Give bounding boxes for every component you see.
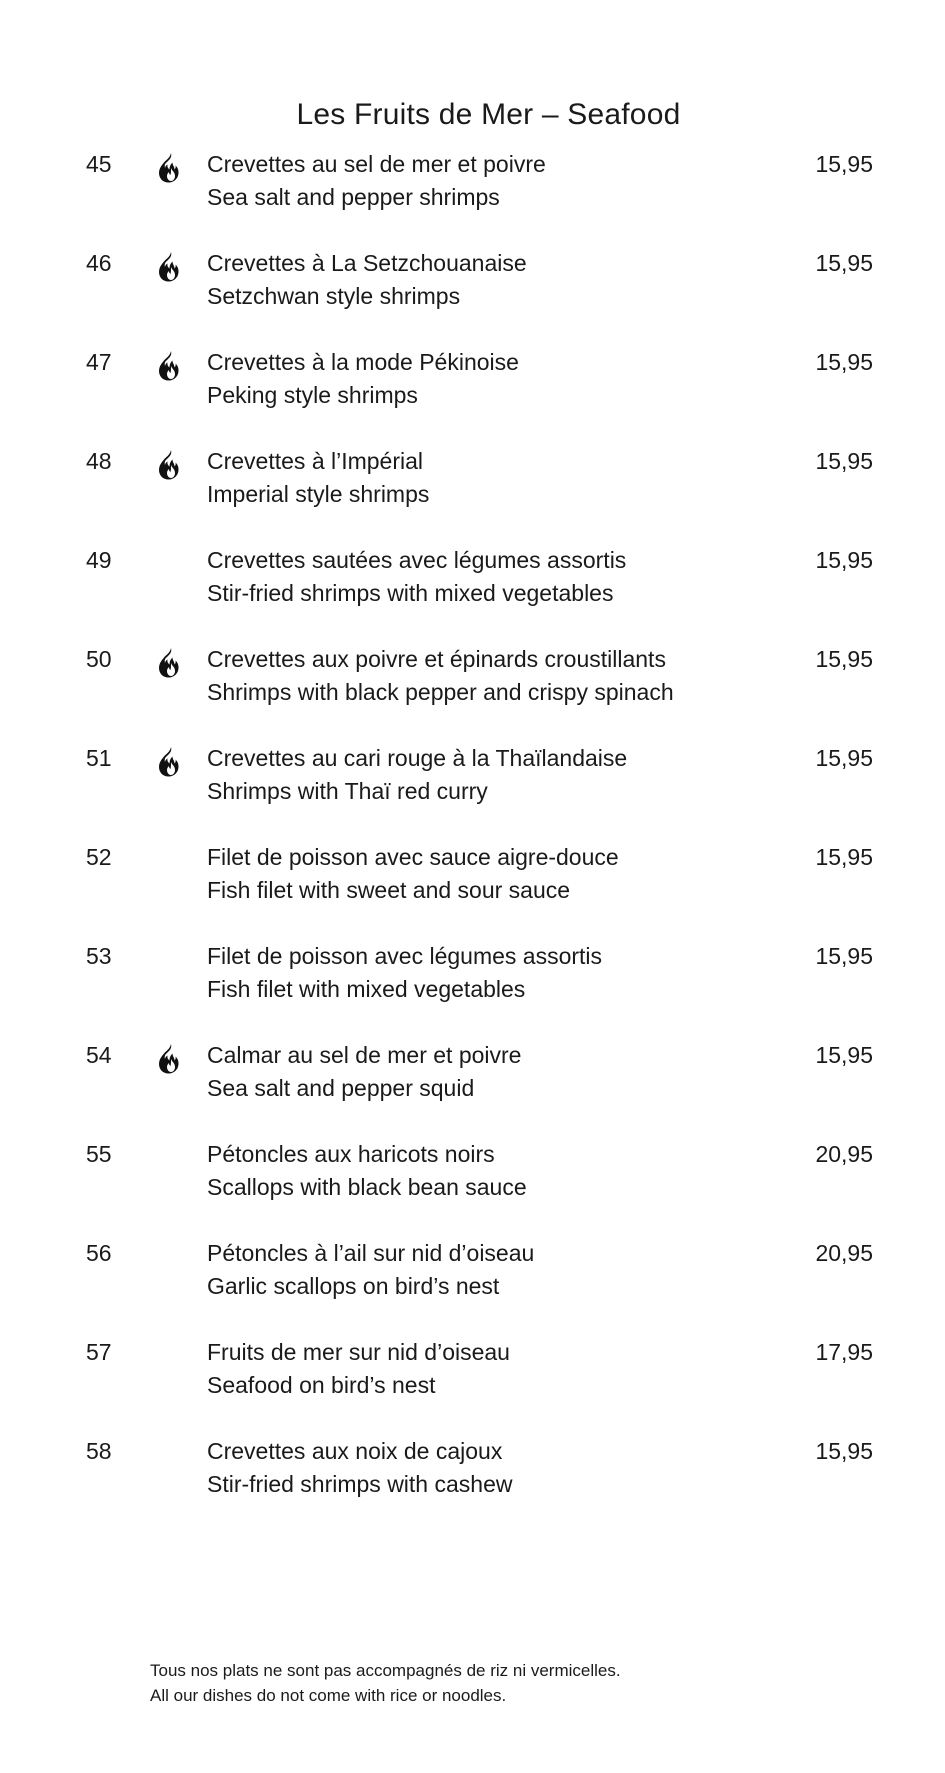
item-price: 15,95	[815, 1438, 873, 1464]
item-price: 20,95	[815, 1240, 873, 1266]
flame-icon	[158, 1043, 184, 1075]
item-names	[207, 742, 627, 808]
item-name-french: Crevettes aux noix de cajoux	[207, 1438, 503, 1464]
menu-item	[0, 643, 945, 742]
item-number: 54	[86, 1042, 112, 1068]
menu-item	[0, 247, 945, 346]
item-names	[207, 247, 527, 313]
item-number: 57	[86, 1339, 112, 1365]
item-price: 15,95	[815, 349, 873, 375]
flame-icon	[158, 350, 184, 382]
menu-item	[0, 148, 945, 247]
item-number: 46	[86, 250, 112, 276]
item-names	[207, 1039, 521, 1105]
flame-icon	[158, 449, 184, 481]
item-number: 49	[86, 547, 112, 573]
item-names	[207, 841, 619, 907]
item-name-english: Scallops with black bean sauce	[207, 1174, 527, 1200]
item-names	[207, 940, 602, 1006]
item-names	[207, 544, 626, 610]
item-names	[207, 1237, 534, 1303]
item-names	[207, 643, 674, 709]
item-name-french: Calmar au sel de mer et poivre	[207, 1042, 522, 1068]
footnote	[150, 1658, 621, 1708]
item-number: 52	[86, 844, 112, 870]
item-name-english: Sea salt and pepper shrimps	[207, 184, 500, 210]
menu-item	[0, 1138, 945, 1237]
item-price: 15,95	[815, 844, 873, 870]
flame-icon	[158, 746, 184, 778]
menu-item	[0, 1336, 945, 1435]
item-name-english: Stir-fried shrimps with mixed vegetables	[207, 580, 614, 606]
item-price: 20,95	[815, 1141, 873, 1167]
item-name-english: Fish filet with mixed vegetables	[207, 976, 526, 1002]
item-price: 15,95	[815, 745, 873, 771]
item-name-french: Crevettes à La Setzchouanaise	[207, 250, 527, 276]
item-price: 15,95	[815, 943, 873, 969]
flame-icon	[158, 647, 184, 679]
menu-list	[0, 148, 945, 1534]
item-number: 50	[86, 646, 112, 672]
item-names	[207, 148, 546, 214]
item-name-english: Seafood on bird’s nest	[207, 1372, 436, 1398]
item-names	[207, 1336, 510, 1402]
item-number: 55	[86, 1141, 112, 1167]
item-names	[207, 445, 429, 511]
item-number: 58	[86, 1438, 112, 1464]
item-price: 15,95	[815, 250, 873, 276]
item-name-english: Shrimps with Thaï red curry	[207, 778, 488, 804]
item-price: 15,95	[815, 448, 873, 474]
item-name-french: Crevettes sautées avec légumes assortis	[207, 547, 627, 573]
item-name-french: Filet de poisson avec légumes assortis	[207, 943, 603, 969]
item-names	[207, 1435, 512, 1501]
item-price: 15,95	[815, 151, 873, 177]
item-number: 45	[86, 151, 112, 177]
item-number: 53	[86, 943, 112, 969]
item-name-english: Garlic scallops on bird’s nest	[207, 1273, 500, 1299]
item-name-french: Fruits de mer sur nid d’oiseau	[207, 1339, 510, 1365]
item-name-french: Pétoncles aux haricots noirs	[207, 1141, 495, 1167]
item-number: 47	[86, 349, 112, 375]
item-name-english: Imperial style shrimps	[207, 481, 430, 507]
menu-item	[0, 346, 945, 445]
flame-icon	[158, 251, 184, 283]
menu-item	[0, 940, 945, 1039]
menu-item	[0, 841, 945, 940]
item-names	[207, 346, 519, 412]
menu-item	[0, 1039, 945, 1138]
item-name-french: Crevettes au cari rouge à la Thaïlandaise	[207, 745, 628, 771]
item-names	[207, 1138, 527, 1204]
item-name-english: Setzchwan style shrimps	[207, 283, 461, 309]
item-name-english: Fish filet with sweet and sour sauce	[207, 877, 571, 903]
item-name-french: Pétoncles à l’ail sur nid d’oiseau	[207, 1240, 535, 1266]
item-name-french: Filet de poisson avec sauce aigre-douce	[207, 844, 619, 870]
item-price: 15,95	[815, 1042, 873, 1068]
flame-icon	[158, 152, 184, 184]
item-price: 15,95	[815, 646, 873, 672]
item-name-english: Peking style shrimps	[207, 382, 418, 408]
item-number: 48	[86, 448, 112, 474]
menu-item	[0, 1435, 945, 1534]
footnote-french: Tous nos plats ne sont pas accompagnés de riz ni vermicelles.	[150, 1661, 621, 1680]
menu-item	[0, 742, 945, 841]
item-name-french: Crevettes aux poivre et épinards croustillants	[207, 646, 666, 672]
item-name-french: Crevettes à la mode Pékinoise	[207, 349, 519, 375]
page-title: Les Fruits de Mer – Seafood	[296, 98, 681, 132]
item-name-english: Stir-fried shrimps with cashew	[207, 1471, 513, 1497]
item-number: 51	[86, 745, 112, 771]
menu-item	[0, 544, 945, 643]
item-name-english: Sea salt and pepper squid	[207, 1075, 475, 1101]
item-name-english: Shrimps with black pepper and crispy spinach	[207, 679, 674, 705]
item-price: 15,95	[815, 547, 873, 573]
footnote-english: All our dishes do not come with rice or noodles.	[150, 1686, 507, 1705]
item-name-french: Crevettes à l’Impérial	[207, 448, 424, 474]
item-price: 17,95	[815, 1339, 873, 1365]
menu-item	[0, 445, 945, 544]
menu-item	[0, 1237, 945, 1336]
item-number: 56	[86, 1240, 112, 1266]
item-name-french: Crevettes au sel de mer et poivre	[207, 151, 546, 177]
